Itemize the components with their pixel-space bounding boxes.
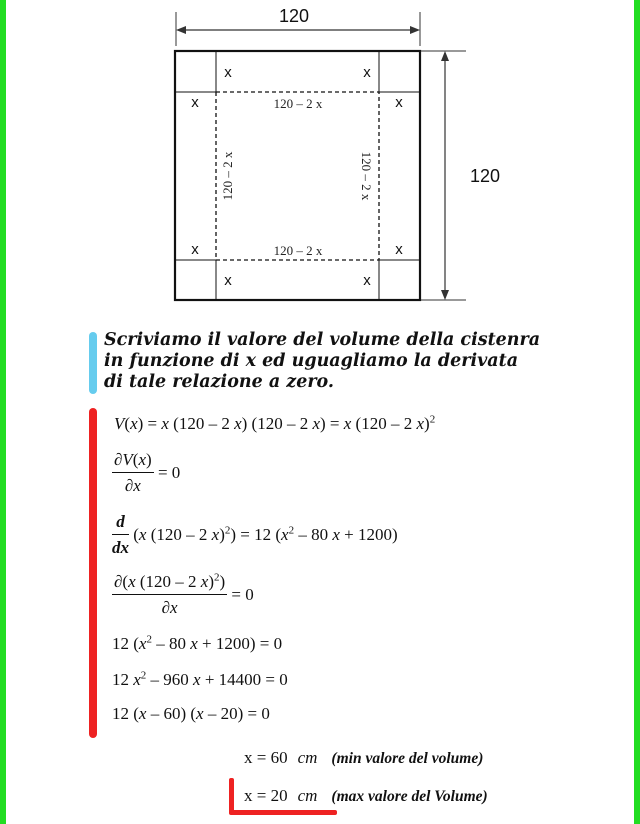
side-label-right: 120 – 2 x: [359, 151, 374, 201]
solution-min-note: (min valore del volume): [331, 750, 484, 767]
solution-max-note: (max valore del Volume): [331, 788, 488, 805]
corner-label-tr-top: x: [363, 64, 371, 81]
solution-max: [244, 786, 488, 806]
equation-expanded-quadratic: 12 $x^2 - 960$ x + 14400 = 0: [112, 669, 288, 689]
corner-label-bl-side: x: [191, 241, 199, 258]
top-dim-arrow-left: [176, 26, 186, 34]
max-solution-marker-horizontal: [229, 810, 337, 815]
solution-min: [244, 748, 483, 768]
intro-line-2: in funzione di x ed uguagliamo la derivata: [104, 351, 519, 371]
top-dimension-label: 120: [278, 6, 310, 26]
square-sheet-diagram: [0, 0, 640, 320]
outer-square: [175, 51, 420, 300]
right-dim-arrow-top: [441, 51, 449, 61]
corner-label-tr-side: x: [395, 94, 403, 111]
equation-volume: V(x) = x (120 – 2 x) (120 – 2 x) = x (120 – 2 x)$^2$: [114, 413, 436, 433]
solution-max-unit: cm: [297, 786, 318, 805]
corner-label-tl-top: x: [224, 64, 232, 81]
inner-dashed-square: [216, 92, 379, 260]
side-label-bottom: 120 – 2 x: [273, 243, 323, 258]
right-dimension-label: 120: [470, 166, 501, 186]
right-dim-arrow-bottom: [441, 290, 449, 300]
solution-min-expr: x = 60: [244, 748, 288, 767]
top-dim-arrow-right: [410, 26, 420, 34]
corner-label-br-bottom: x: [363, 272, 371, 289]
intro-line-3: di tale relazione a zero.: [104, 372, 335, 392]
max-solution-marker-vertical: [229, 778, 234, 814]
corner-label-bl-bottom: x: [224, 272, 232, 289]
solution-min-unit: cm: [297, 748, 318, 767]
equation-partial-product: $\frac{\partial(x (120 - 2 x)^2)}{\partial x}$ = 0: [114, 571, 254, 617]
equation-roots: 12 (x – 60) (x – 20) = 0: [112, 704, 270, 723]
corner-label-br-side: x: [395, 241, 403, 258]
corner-label-tl-side: x: [191, 94, 199, 111]
intro-line-1: Scriviamo il valore del volume della cistenra: [104, 330, 541, 350]
intro-accent-bar: [89, 332, 97, 394]
equation-factored-quadratic: 12 ($x^2 - 80$ x + 1200) = 0: [112, 633, 283, 653]
intro-text: [104, 330, 624, 393]
solution-max-expr: x = 20: [244, 786, 288, 805]
equation-derivative-expansion: $\frac{d}{dx}$ (x (120 – 2 x)$^2$) = 12 ($x^2 - 80$ x + 1200): [112, 512, 398, 557]
side-label-top: 120 – 2 x: [273, 96, 323, 111]
equation-partial-derivative: $\frac{\partial V(x)}{\partial x}$ = 0: [114, 450, 181, 495]
equations-accent-bar: [89, 408, 97, 738]
side-label-left: 120 – 2 x: [220, 151, 235, 201]
